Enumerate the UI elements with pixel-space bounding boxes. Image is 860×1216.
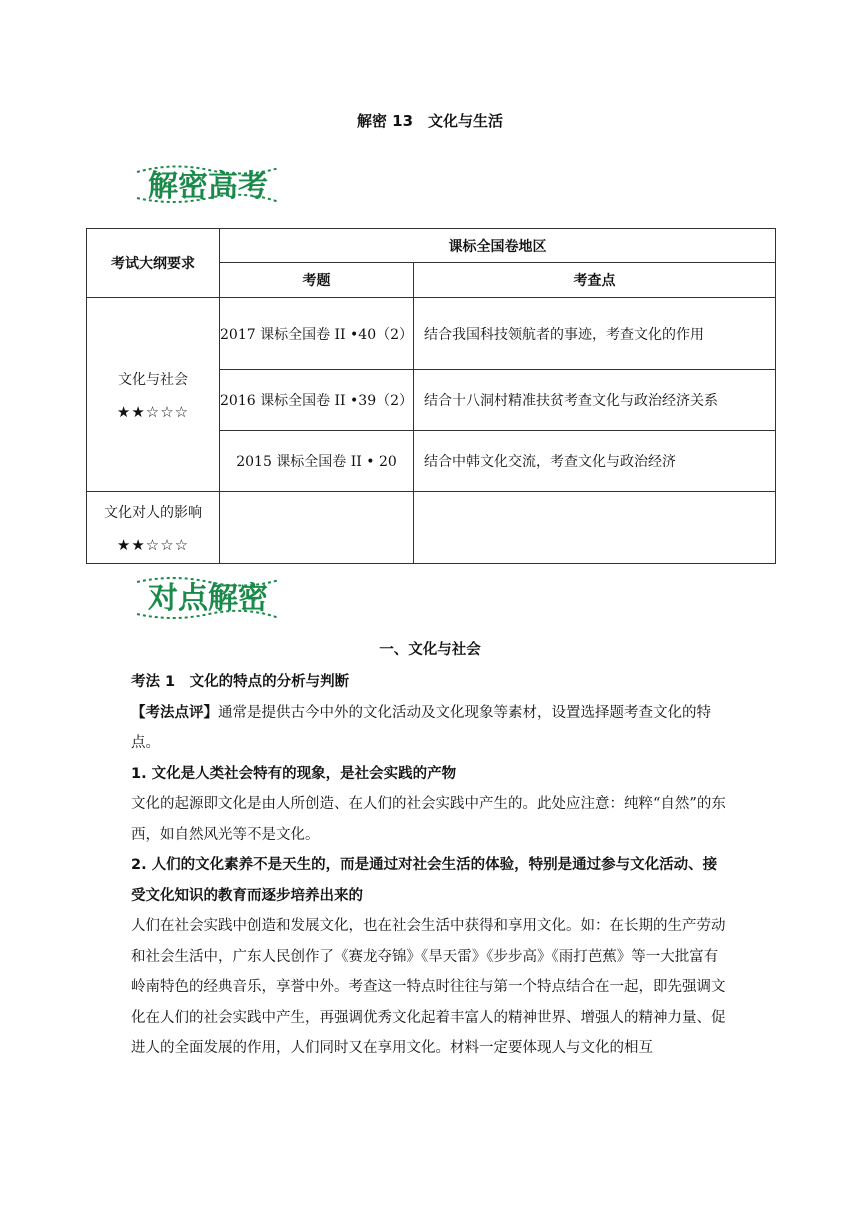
point1-heading: 1. 文化是人类社会特有的现象，是社会实践的产物: [131, 765, 457, 782]
requirement-label: 文化对人的影响: [104, 504, 202, 521]
header-region: 课标全国卷地区: [220, 229, 776, 263]
point-cell: 结合我国科技领航者的事迹，考查文化的作用: [414, 298, 776, 370]
point2-heading: 2. 人们的文化素养不是天生的，而是通过对社会生活的体验，特别是通过参与文化活动、接受文化知识的教育而逐步培养出来的: [131, 857, 718, 904]
table-row: [87, 298, 776, 370]
point-cell: [414, 492, 776, 564]
point1-text: 文化的起源即文化是由人所创造、在人们的社会实践中产生的。此处应注意：纯粹“自然”的东西，如自然风光等不是文化。: [131, 796, 726, 843]
method-heading: 考法 1 文化的特点的分析与判断: [131, 674, 350, 690]
banner-mid-text: 对点解密: [148, 581, 268, 616]
comment-text: 通常是提供古今中外的文化活动及文化现象等素材，设置选择题考查文化的特点。: [131, 704, 711, 751]
star-rating: ★★☆☆☆: [116, 535, 190, 554]
banner-top-text: 解密高考: [148, 169, 268, 204]
exam-cell: 2016 课标全国卷 II •39（2）: [220, 370, 414, 431]
header-requirement: 考试大纲要求: [87, 229, 220, 298]
section-title: 一、文化与社会: [379, 642, 481, 658]
requirement-label: 文化与社会: [118, 371, 188, 388]
comment-label: 【考法点评】: [131, 704, 218, 721]
exam-cell: 2017 课标全国卷 II •40（2）: [220, 298, 414, 370]
method-comment: [131, 698, 731, 759]
header-exam: 考题: [220, 263, 414, 298]
point-cell: 结合十八洞村精准扶贫考查文化与政治经济关系: [414, 370, 776, 431]
requirement-cell: [87, 298, 220, 492]
page-title: 解密 13 文化与生活: [356, 112, 504, 130]
exam-cell: 2015 课标全国卷 II • 20: [220, 431, 414, 492]
table-row: [87, 492, 776, 564]
star-rating: ★★☆☆☆: [116, 402, 190, 421]
header-point: 考查点: [414, 263, 776, 298]
banner-decode-gaokao: [133, 158, 283, 208]
point-cell: 结合中韩文化交流，考查文化与政治经济: [414, 431, 776, 492]
requirement-cell: [87, 492, 220, 564]
exam-cell: [220, 492, 414, 564]
exam-requirements-table: [86, 228, 776, 564]
article-body: [131, 667, 731, 1064]
banner-point-decode: [133, 572, 283, 622]
point2-text: 人们在社会实践中创造和发展文化，也在社会生活中获得和享用文化。如：在长期的生产劳动和社会生活中，广东人民创作了《赛龙夺锦》《旱天雷》《步步高》《雨打芭蕉》等一大批富有岭南特色的经典音乐，享誉中外。考查这一特点时往往与第一个特点结合在一起，即先强调文化在人们的社会实践中产生，再强调优秀文化起着丰富人的精神世界、增强人的精神力量、促进人的全面发展的作用，人们同时又在享用文化。材料一定要体现人与文化的相互: [131, 918, 726, 1056]
